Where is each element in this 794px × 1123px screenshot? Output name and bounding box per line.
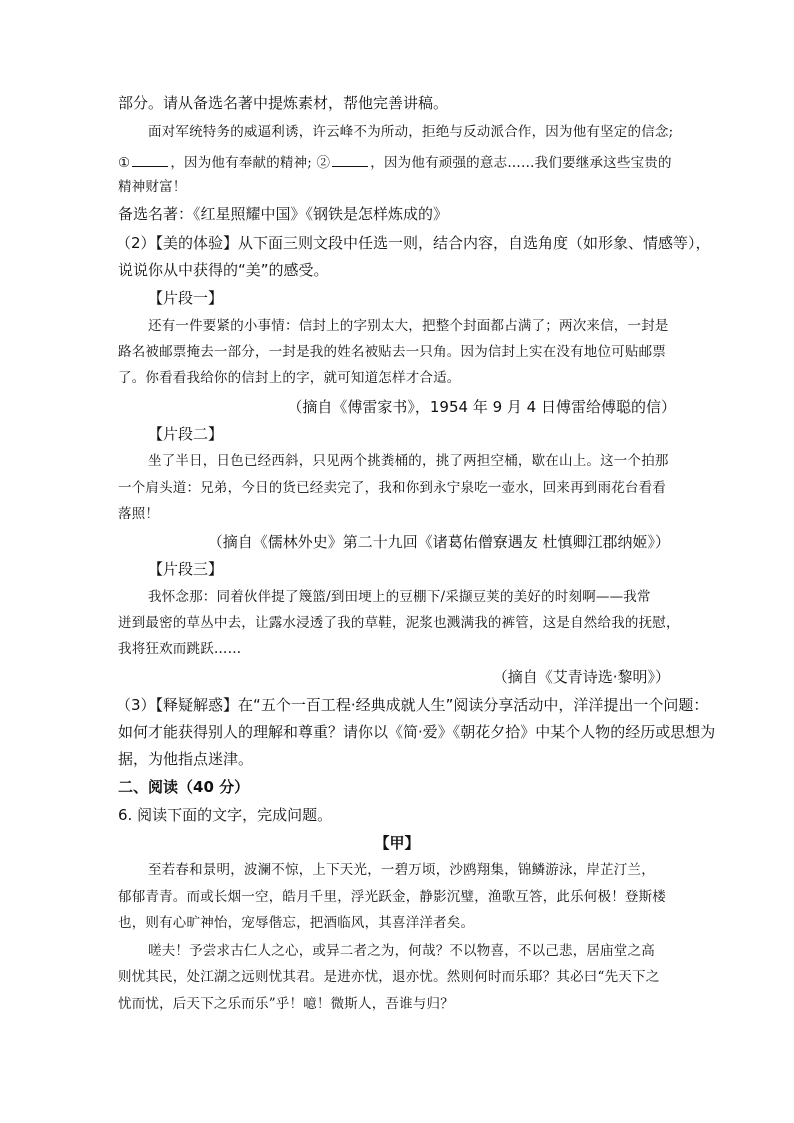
fragment-3-title: 【片段三】	[148, 560, 224, 578]
speech-text: ，因为他有奉献的精神; ②	[170, 155, 331, 171]
speech-line-with-blanks	[118, 154, 672, 171]
fragment-3-text: 迸到最密的草丛中去，让露水浸透了我的草鞋，泥浆也溅满我的裤管，这是自然给我的抚慰，	[118, 615, 680, 631]
fragment-1-text: 还有一件要紧的小事情：信封上的字别太大，把整个封面都占满了；两次来信，一封是	[148, 318, 669, 334]
fragment-2-text: 落照！	[118, 506, 160, 522]
fragment-3-source: （摘自《艾青诗选·黎明》）	[492, 668, 670, 686]
fragment-2-text: 一个肩头道：兄弟，今日的货已经卖完了，我和你到永宁泉吃一壶水，回来再到雨花台看看	[118, 480, 666, 496]
passage-text: 郁郁青青。而或长烟一空，皓月千里，浮光跃金，静影沉璧，渔歌互答，此乐何极！登斯楼	[118, 889, 666, 905]
question-2-prompt: 说说你从中获得的“美”的感受。	[118, 261, 329, 279]
fragment-3-text: 我怀念那：同着伙伴提了篾篮/到田埂上的豆棚下/采撷豆荚的美好的时刻啊——我常	[148, 589, 651, 605]
fragment-1-text: 路名被邮票掩去一部分，一封是我的姓名被贴去一只角。因为信封上实在没有地位可贴邮票	[118, 344, 666, 360]
passage-text: 嗟夫！予尝求古仁人之心，或异二者之为，何哉？不以物喜，不以己悲，居庙堂之高	[148, 943, 655, 959]
question-3-prompt: （3）【释疑解惑】在“五个一百工程·经典成就人生”阅读分享活动中，洋洋提出一个问题：	[116, 696, 709, 714]
reference-books: 备选名著：《红星照耀中国》《钢铁是怎样炼成的》	[118, 205, 449, 223]
question-3-prompt: 如何才能获得别人的理解和尊重？请你以《简·爱》《朝花夕拾》中某个人物的经历或思想为	[118, 723, 716, 741]
fragment-3-text: 我将狂欢而跳跃……	[118, 641, 242, 657]
passage-text: 也，则有心旷神怡，宠辱偕忘，把酒临风，其喜洋洋者矣。	[118, 915, 475, 931]
passage-text: 忧而忧，后天下之乐而乐”乎！噫！微斯人，吾谁与归？	[118, 996, 454, 1012]
passage-text: 至若春和景明，波澜不惊，上下天光，一碧万顷，沙鸥翔集，锦鳞游泳，岸芷汀兰，	[148, 862, 655, 878]
fragment-1-text: 了。你看看我给你的信封上的字，就可知道怎样才合适。	[118, 370, 461, 386]
question-2-prompt: （2）【美的体验】从下面三则文段中任选一则，结合内容，自选角度（如形象、情感等），	[116, 234, 711, 252]
fragment-1-source: （摘自《傅雷家书》，1954 年 9 月 4 日傅雷给傅聪的信）	[287, 398, 676, 416]
speech-text: ，因为他有顽强的意志……我们要继承这些宝贵的	[370, 155, 672, 171]
speech-line: 面对军统特务的威逼利诱，许云峰不为所动，拒绝与反动派合作，因为他有坚定的信念;	[148, 124, 674, 140]
fragment-2-text: 坐了半日，日色已经西斜，只见两个挑粪桶的，挑了两担空桶，歇在山上。这一个拍那	[148, 453, 669, 469]
section-2-heading: 二、阅读（40 分）	[118, 778, 250, 796]
fragment-1-title: 【片段一】	[148, 289, 224, 307]
speech-line: 精神财富！	[118, 179, 187, 195]
passage-text: 则忧其民，处江湖之远则忧其君。是进亦忧，退亦忧。然则何时而乐耶？其必曰“先天下之	[118, 969, 660, 985]
question-6-prompt: 6. 阅读下面的文字，完成问题。	[118, 806, 333, 824]
intro-line: 部分。请从备选名著中提炼素材，帮他完善讲稿。	[118, 94, 449, 112]
blank-marker-1: ①	[118, 155, 131, 171]
fill-blank-1[interactable]	[132, 154, 168, 167]
fragment-2-title: 【片段二】	[148, 425, 224, 443]
fill-blank-2[interactable]	[332, 154, 368, 167]
question-3-prompt: 据，为他指点迷津。	[118, 750, 254, 768]
fragment-2-source: （摘自《儒林外史》第二十九回《诸葛佑僧寮遇友 杜慎卿江郡纳姬》）	[207, 533, 670, 551]
passage-jia-title: 【甲】	[374, 834, 420, 852]
